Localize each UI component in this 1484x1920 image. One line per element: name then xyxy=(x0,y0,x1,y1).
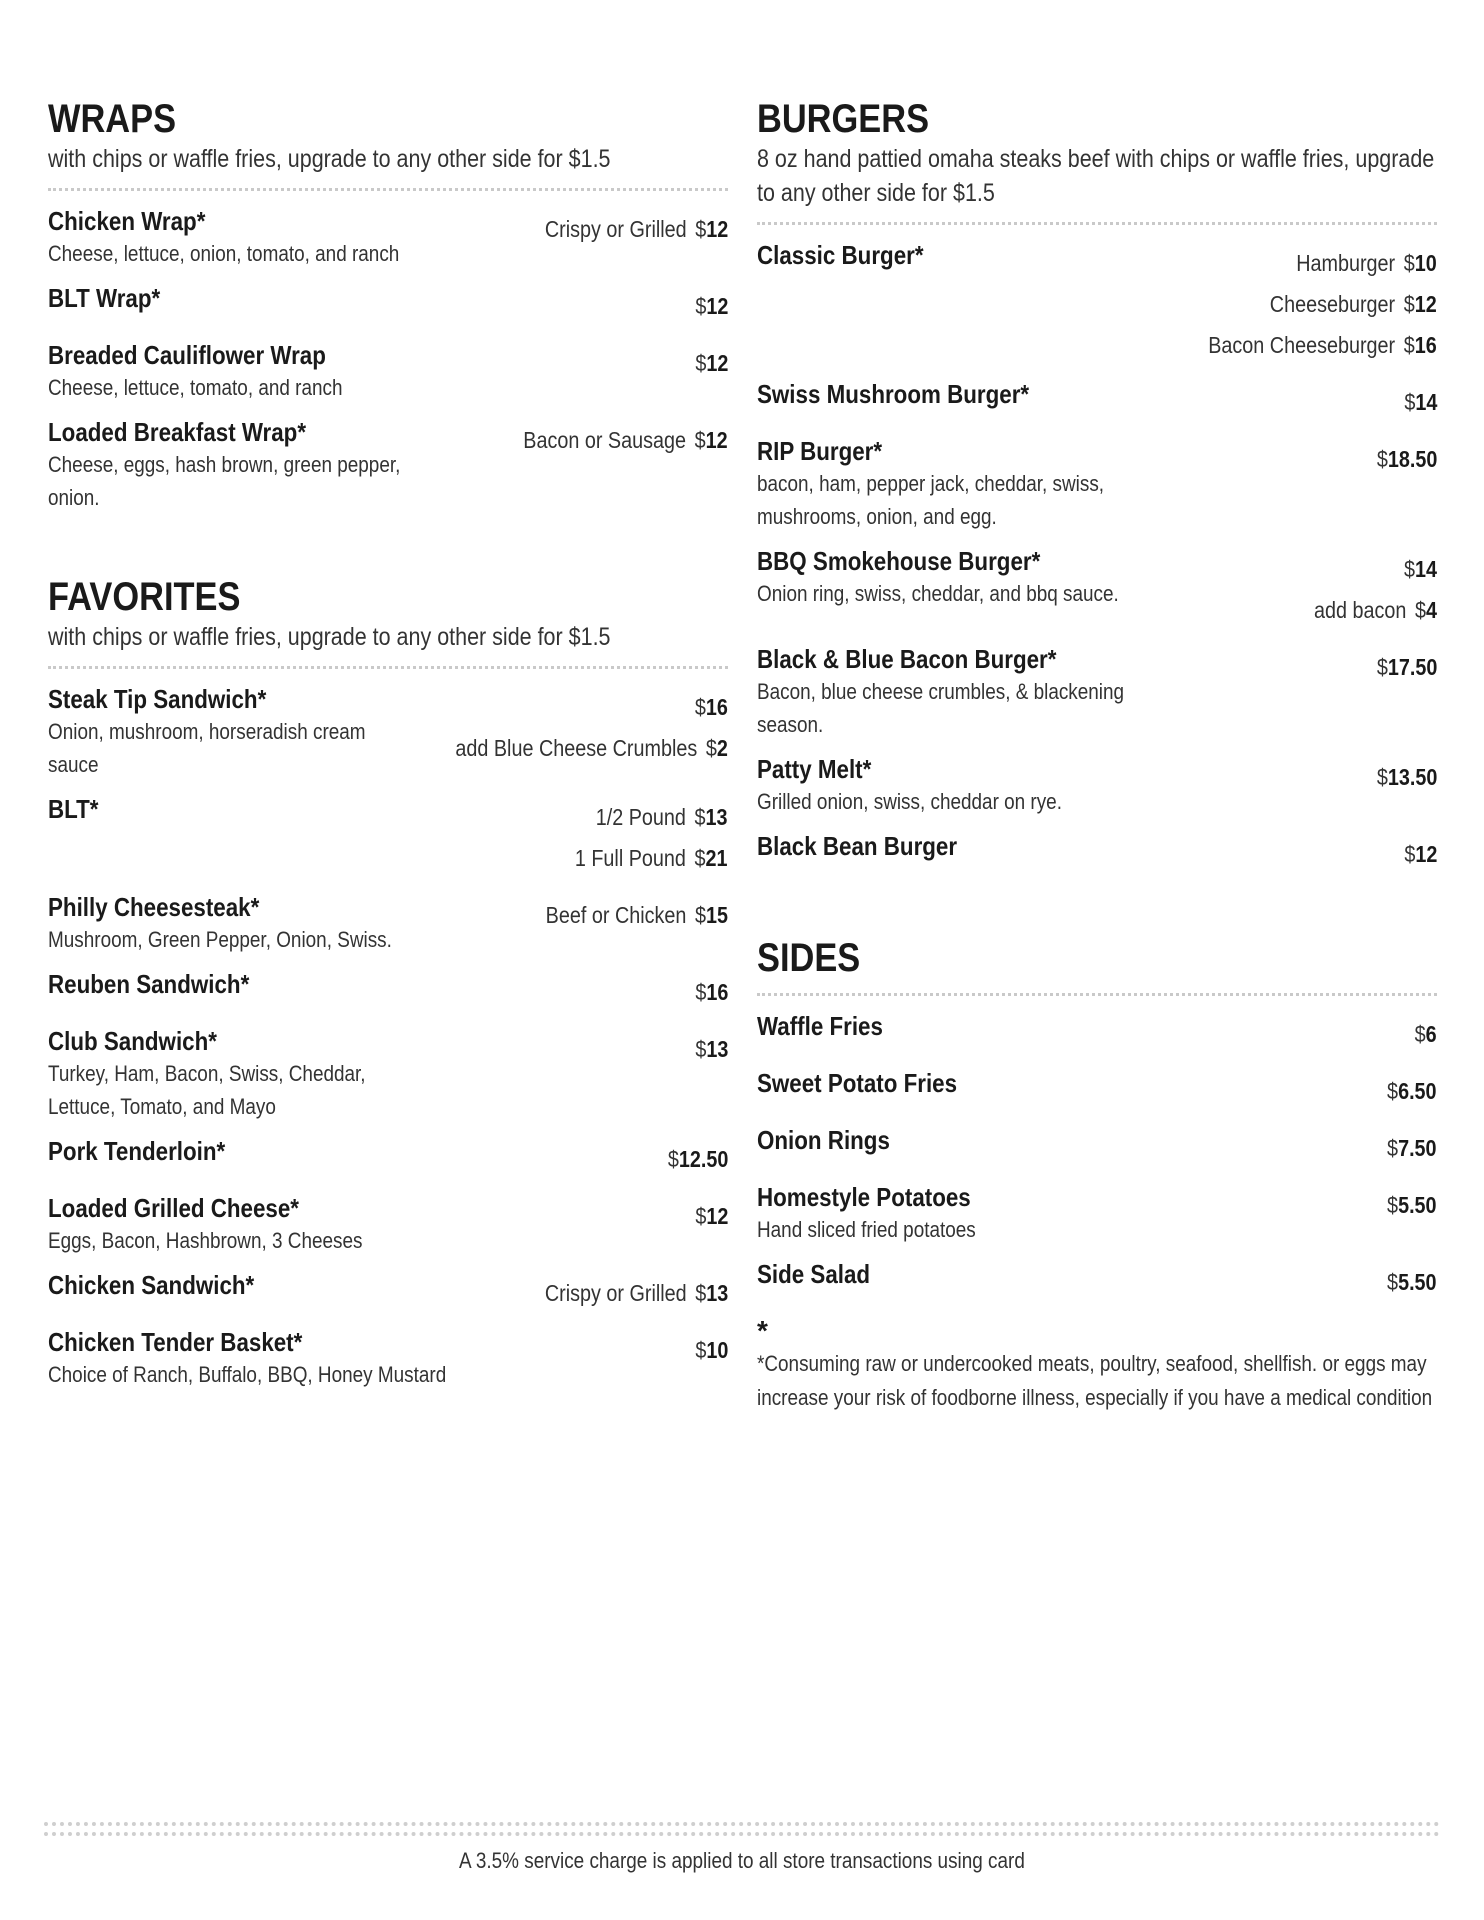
price-row xyxy=(1387,1185,1437,1226)
menu-item-prices xyxy=(690,339,728,384)
menu-item xyxy=(757,643,1437,741)
menu-item-info xyxy=(48,1269,515,1301)
menu-item-info xyxy=(48,205,515,270)
menu-item-info xyxy=(757,378,1399,410)
price-amount: 6 xyxy=(1425,1021,1437,1047)
menu-item-info xyxy=(48,1135,658,1167)
menu-item-prices xyxy=(1379,1181,1437,1226)
menu-item-prices xyxy=(411,683,728,769)
currency-symbol: $ xyxy=(694,902,706,928)
price-row xyxy=(1387,1071,1437,1112)
footer-note xyxy=(0,1848,1484,1874)
menu-item xyxy=(48,339,728,404)
menu-item-list xyxy=(48,683,728,1391)
menu-item-info xyxy=(757,830,1399,862)
price-row xyxy=(545,209,728,250)
menu-item xyxy=(48,1025,728,1123)
price-row xyxy=(546,895,728,936)
menu-item xyxy=(48,1192,728,1257)
menu-item-prices xyxy=(515,1269,728,1314)
price-row xyxy=(1208,325,1437,366)
menu-item-info xyxy=(757,643,1367,741)
menu-item-prices xyxy=(490,416,728,461)
price-row xyxy=(455,728,728,769)
price-row xyxy=(695,972,728,1013)
menu-item-name: Loaded Breakfast Wrap* xyxy=(48,417,307,447)
section-title: BURGERS xyxy=(757,97,930,141)
menu-item xyxy=(757,239,1437,366)
price-option-label: Crispy or Grilled xyxy=(544,216,687,242)
section-title: SIDES xyxy=(757,936,861,980)
menu-item-name: Black & Blue Bacon Burger* xyxy=(757,644,1057,674)
price-option-label: Beef or Chicken xyxy=(545,902,687,928)
price-row xyxy=(545,1273,728,1314)
price-row xyxy=(1387,1262,1437,1303)
menu-item-info xyxy=(48,793,550,825)
price-row xyxy=(1208,284,1437,325)
price-option-label: Bacon or Sausage xyxy=(523,427,687,453)
menu-item-info xyxy=(48,282,690,314)
price-amount: 10 xyxy=(705,1337,728,1363)
currency-symbol: $ xyxy=(694,1036,706,1062)
price-amount: 10 xyxy=(1414,250,1437,276)
price-row xyxy=(695,286,728,327)
price-amount: 15 xyxy=(705,902,728,928)
price-row xyxy=(1415,1014,1437,1055)
currency-symbol: $ xyxy=(1387,1078,1399,1104)
price-row xyxy=(695,1196,728,1237)
menu-item-name: BLT Wrap* xyxy=(48,283,161,313)
price-amount: 18.50 xyxy=(1387,446,1437,472)
dotted-divider xyxy=(757,222,1437,225)
dotted-divider xyxy=(48,188,728,191)
price-row xyxy=(695,343,728,384)
currency-symbol: $ xyxy=(667,1146,679,1172)
menu-item-name: Sweet Potato Fries xyxy=(757,1068,958,1098)
price-row xyxy=(575,838,728,879)
price-amount: 2 xyxy=(716,735,728,761)
menu-item-list xyxy=(757,1010,1437,1303)
menu-item-prices xyxy=(1294,545,1437,631)
currency-symbol: $ xyxy=(1403,332,1415,358)
dotted-divider xyxy=(757,993,1437,996)
menu-item-name: Loaded Grilled Cheese* xyxy=(48,1193,300,1223)
currency-symbol: $ xyxy=(694,845,706,871)
menu-item-name: Chicken Wrap* xyxy=(48,206,206,236)
currency-symbol: $ xyxy=(1387,1192,1399,1218)
menu-item xyxy=(48,416,728,514)
menu-item-name: Waffle Fries xyxy=(757,1011,883,1041)
price-amount: 6.50 xyxy=(1398,1078,1437,1104)
price-amount: 14 xyxy=(1414,389,1437,415)
menu-item xyxy=(48,793,728,879)
menu-item xyxy=(757,545,1437,631)
menu-item-description: Bacon, blue cheese crumbles, & blackening season. xyxy=(757,679,1125,737)
service-charge-note: A 3.5% service charge is applied to all store transactions using card xyxy=(459,1848,1025,1873)
price-row xyxy=(667,1139,728,1180)
price-amount: 5.50 xyxy=(1398,1269,1437,1295)
menu-item-name: Side Salad xyxy=(757,1259,871,1289)
menu-item xyxy=(757,435,1437,533)
menu-item xyxy=(48,1269,728,1314)
menu-item-description: Cheese, eggs, hash brown, green pepper, onion. xyxy=(48,452,401,510)
menu-item xyxy=(48,205,728,270)
menu-item xyxy=(48,1135,728,1180)
menu-item-info xyxy=(757,1010,1411,1042)
menu-item-prices xyxy=(1379,1124,1437,1169)
price-row xyxy=(695,1330,728,1371)
menu-item-info xyxy=(48,1192,690,1257)
menu-item-name: Swiss Mushroom Burger* xyxy=(757,379,1030,409)
currency-symbol: $ xyxy=(1403,556,1415,582)
price-row xyxy=(1314,549,1437,590)
menu-item-prices xyxy=(1367,435,1437,480)
currency-symbol: $ xyxy=(694,1337,706,1363)
menu-item xyxy=(757,830,1437,875)
menu-item-name: Club Sandwich* xyxy=(48,1026,217,1056)
burgers-section xyxy=(757,96,1437,875)
section-subtitle: with chips or waffle fries, upgrade to any other side for $1.5 xyxy=(48,623,611,651)
menu-item-description: Onion ring, swiss, cheddar, and bbq sauce. xyxy=(757,581,1119,606)
currency-symbol: $ xyxy=(694,427,706,453)
price-amount: 4 xyxy=(1425,597,1437,623)
price-amount: 12 xyxy=(705,1203,728,1229)
menu-item-name: Onion Rings xyxy=(757,1125,890,1155)
price-row xyxy=(455,687,728,728)
menu-item-prices xyxy=(658,1135,728,1180)
price-amount: 16 xyxy=(1414,332,1437,358)
price-amount: 12 xyxy=(705,216,728,242)
menu-item-prices xyxy=(550,793,728,879)
menu-item-prices xyxy=(516,891,728,936)
price-amount: 14 xyxy=(1414,556,1437,582)
price-option-label: 1/2 Pound xyxy=(596,804,687,830)
menu-item-prices xyxy=(1171,239,1437,366)
menu-item xyxy=(757,1258,1437,1303)
menu-item-description: Cheese, lettuce, tomato, and ranch xyxy=(48,375,343,400)
currency-symbol: $ xyxy=(1403,389,1415,415)
menu-item-prices xyxy=(1399,378,1437,423)
menu-item-name: RIP Burger* xyxy=(757,436,883,466)
menu-item xyxy=(48,968,728,1013)
currency-symbol: $ xyxy=(694,694,706,720)
menu-item xyxy=(757,1181,1437,1246)
menu-item xyxy=(48,891,728,956)
menu-item-info xyxy=(757,545,1294,610)
price-amount: 12.50 xyxy=(678,1146,728,1172)
price-amount: 13 xyxy=(705,1036,728,1062)
menu-item-prices xyxy=(690,1326,728,1371)
currency-symbol: $ xyxy=(1414,597,1426,623)
menu-item-name: BLT* xyxy=(48,794,99,824)
asterisk-mark: * xyxy=(757,1315,768,1346)
menu-item-description: Turkey, Ham, Bacon, Swiss, Cheddar, Lettuce, Tomato, and Mayo xyxy=(48,1061,366,1119)
price-row xyxy=(1376,439,1437,480)
menu-item-info xyxy=(757,239,1171,271)
price-amount: 13 xyxy=(705,804,728,830)
menu-item-info xyxy=(48,1326,690,1391)
menu-item-prices xyxy=(1367,643,1437,688)
price-option-label: 1 Full Pound xyxy=(575,845,687,871)
menu-item-info xyxy=(48,891,516,956)
menu-item-description: Choice of Ranch, Buffalo, BBQ, Honey Mustard xyxy=(48,1362,447,1387)
menu-item-name: Pork Tenderloin* xyxy=(48,1136,226,1166)
menu-item-name: Homestyle Potatoes xyxy=(757,1182,971,1212)
price-amount: 12 xyxy=(705,350,728,376)
menu-item-prices xyxy=(1367,753,1437,798)
menu-item-description: Cheese, lettuce, onion, tomato, and ranch xyxy=(48,241,400,266)
menu-item-name: Breaded Cauliflower Wrap xyxy=(48,340,326,370)
menu-item-info xyxy=(757,1258,1379,1290)
menu-item-info xyxy=(757,753,1367,818)
currency-symbol: $ xyxy=(1376,654,1388,680)
currency-symbol: $ xyxy=(705,735,717,761)
currency-symbol: $ xyxy=(694,1280,706,1306)
footer-dotted-divider xyxy=(44,1822,1440,1836)
sides-section xyxy=(757,935,1437,1415)
menu-item-description: Onion, mushroom, horseradish cream sauce xyxy=(48,719,366,777)
menu-item xyxy=(48,1326,728,1391)
menu-item-name: Reuben Sandwich* xyxy=(48,969,250,999)
menu-item-info xyxy=(48,968,690,1000)
price-amount: 5.50 xyxy=(1398,1192,1437,1218)
price-row xyxy=(524,420,728,461)
menu-item-prices xyxy=(690,968,728,1013)
currency-symbol: $ xyxy=(1403,841,1415,867)
menu-item-prices xyxy=(1379,1258,1437,1303)
menu-item-prices xyxy=(690,1025,728,1070)
menu-item-info xyxy=(48,339,690,404)
menu-item-info xyxy=(48,416,490,514)
food-safety-disclaimer: *Consuming raw or undercooked meats, poultry, seafood, shellfish. or eggs may increase your risk of foodborne illness, especially if you have a medical condition xyxy=(757,1351,1433,1410)
price-amount: 13.50 xyxy=(1387,764,1437,790)
menu-item-prices xyxy=(1399,830,1437,875)
price-amount: 16 xyxy=(705,979,728,1005)
currency-symbol: $ xyxy=(694,804,706,830)
price-row xyxy=(1404,382,1437,423)
price-amount: 12 xyxy=(1414,841,1437,867)
price-amount: 7.50 xyxy=(1398,1135,1437,1161)
price-row xyxy=(1376,647,1437,688)
currency-symbol: $ xyxy=(1387,1269,1399,1295)
menu-item-description: Mushroom, Green Pepper, Onion, Swiss. xyxy=(48,927,392,952)
menu-item-description: Hand sliced fried potatoes xyxy=(757,1217,976,1242)
currency-symbol: $ xyxy=(1387,1135,1399,1161)
menu-item-info xyxy=(757,1067,1379,1099)
menu-item-name: Philly Cheesesteak* xyxy=(48,892,260,922)
menu-item xyxy=(757,378,1437,423)
menu-item-prices xyxy=(690,282,728,327)
menu-item-description: Eggs, Bacon, Hashbrown, 3 Cheeses xyxy=(48,1228,363,1253)
price-row xyxy=(1404,834,1437,875)
price-row xyxy=(695,1029,728,1070)
right-column xyxy=(757,96,1437,1475)
menu-item-name: Chicken Tender Basket* xyxy=(48,1327,303,1357)
currency-symbol: $ xyxy=(1403,291,1415,317)
menu-item-list xyxy=(48,205,728,514)
menu-item xyxy=(757,1124,1437,1169)
price-amount: 12 xyxy=(705,427,728,453)
menu-item-prices xyxy=(690,1192,728,1237)
currency-symbol: $ xyxy=(1376,446,1388,472)
currency-symbol: $ xyxy=(694,1203,706,1229)
menu-item xyxy=(48,683,728,781)
price-row xyxy=(575,797,728,838)
menu-item-name: Classic Burger* xyxy=(757,240,924,270)
price-amount: 12 xyxy=(705,293,728,319)
price-option-label: add Blue Cheese Crumbles xyxy=(455,735,698,761)
left-column xyxy=(48,96,728,1451)
menu-item-name: Steak Tip Sandwich* xyxy=(48,684,267,714)
price-row xyxy=(1208,243,1437,284)
menu-item-description: bacon, ham, pepper jack, cheddar, swiss, mushrooms, onion, and egg. xyxy=(757,471,1105,529)
price-option-label: Cheeseburger xyxy=(1270,291,1396,317)
menu-item xyxy=(757,1010,1437,1055)
currency-symbol: $ xyxy=(1403,250,1415,276)
section-title: WRAPS xyxy=(48,97,177,141)
menu-item-info xyxy=(757,1124,1379,1156)
menu-item xyxy=(757,1067,1437,1112)
currency-symbol: $ xyxy=(694,216,706,242)
menu-item-info xyxy=(757,1181,1379,1246)
menu-item-list xyxy=(757,239,1437,875)
currency-symbol: $ xyxy=(694,979,706,1005)
menu-item-prices xyxy=(515,205,728,250)
price-row xyxy=(1314,590,1437,631)
dotted-divider xyxy=(48,666,728,669)
menu-item-info xyxy=(48,683,411,781)
favorites-section xyxy=(48,574,728,1391)
price-option-label: Bacon Cheeseburger xyxy=(1208,332,1396,358)
menu-item-prices xyxy=(1411,1010,1437,1055)
menu-item-info xyxy=(757,435,1367,533)
menu-item-description: Grilled onion, swiss, cheddar on rye. xyxy=(757,789,1062,814)
menu-item-prices xyxy=(1379,1067,1437,1112)
section-subtitle: 8 oz hand pattied omaha steaks beef with chips or waffle fries, upgrade to any other side for $1.5 xyxy=(757,145,1435,207)
price-amount: 17.50 xyxy=(1387,654,1437,680)
price-amount: 13 xyxy=(705,1280,728,1306)
price-option-label: Hamburger xyxy=(1296,250,1396,276)
menu-item-name: Chicken Sandwich* xyxy=(48,1270,255,1300)
menu-item-name: Black Bean Burger xyxy=(757,831,958,861)
menu-item-info xyxy=(48,1025,690,1123)
currency-symbol: $ xyxy=(1376,764,1388,790)
price-row xyxy=(1387,1128,1437,1169)
wraps-section xyxy=(48,96,728,514)
price-option-label: Crispy or Grilled xyxy=(544,1280,687,1306)
currency-symbol: $ xyxy=(694,293,706,319)
price-amount: 21 xyxy=(705,845,728,871)
menu-item xyxy=(757,753,1437,818)
section-subtitle: with chips or waffle fries, upgrade to any other side for $1.5 xyxy=(48,145,611,173)
price-row xyxy=(1376,757,1437,798)
currency-symbol: $ xyxy=(1414,1021,1426,1047)
menu-item-name: Patty Melt* xyxy=(757,754,872,784)
section-title: FAVORITES xyxy=(48,575,241,619)
price-option-label: add bacon xyxy=(1313,597,1407,623)
menu-item-name: BBQ Smokehouse Burger* xyxy=(757,546,1041,576)
currency-symbol: $ xyxy=(694,350,706,376)
price-amount: 12 xyxy=(1414,291,1437,317)
price-amount: 16 xyxy=(705,694,728,720)
menu-item xyxy=(48,282,728,327)
